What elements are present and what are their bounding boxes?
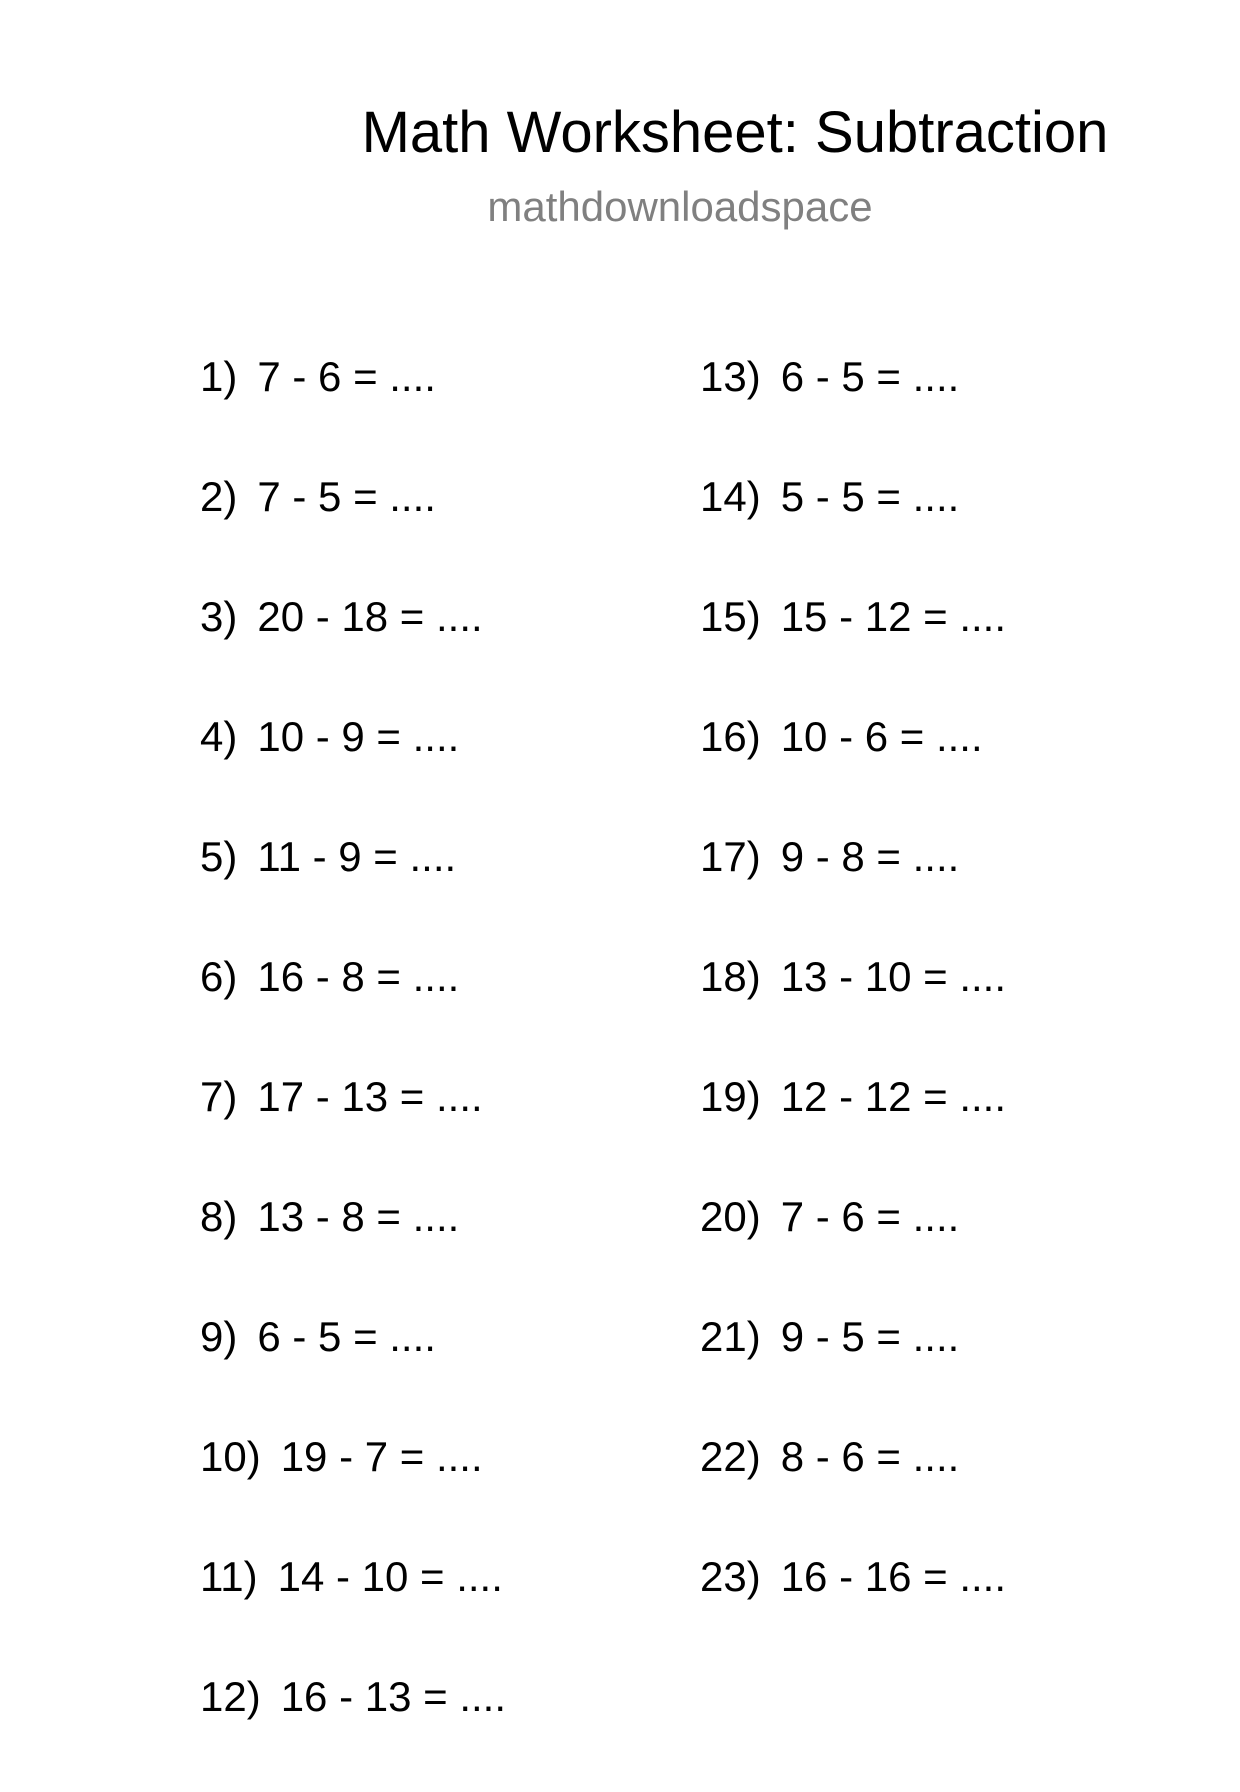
problem-item — [700, 1552, 1006, 1672]
problem-number: 4) — [200, 713, 238, 760]
problem-expression: 6 - 5 = .... — [257, 1313, 436, 1360]
problem-expression: 7 - 6 = .... — [257, 353, 436, 400]
problem-item — [200, 592, 506, 712]
problem-expression: 5 - 5 = .... — [780, 473, 960, 520]
problems-left-column — [200, 352, 506, 1792]
problem-number: 13) — [700, 353, 761, 400]
problem-item — [200, 1312, 506, 1432]
problem-expression: 16 - 13 = .... — [280, 1673, 507, 1720]
problem-number: 8) — [200, 1193, 238, 1240]
problem-expression: 9 - 8 = .... — [780, 833, 960, 880]
problem-expression: 8 - 6 = .... — [780, 1433, 960, 1480]
problem-expression: 16 - 8 = .... — [257, 953, 460, 1000]
problem-number: 21) — [700, 1313, 761, 1360]
problem-expression: 9 - 5 = .... — [780, 1313, 960, 1360]
problem-number: 7) — [200, 1073, 238, 1120]
problem-item — [200, 1192, 506, 1312]
problem-number: 2) — [200, 473, 238, 520]
problem-number: 1) — [200, 353, 238, 400]
problem-item — [700, 1192, 1006, 1312]
problem-expression: 10 - 6 = .... — [780, 713, 983, 760]
problem-item — [700, 1072, 1006, 1192]
problem-number: 17) — [700, 833, 761, 880]
problem-expression: 6 - 5 = .... — [780, 353, 960, 400]
problem-number: 18) — [700, 953, 761, 1000]
problem-number: 15) — [700, 593, 761, 640]
problem-item — [700, 472, 1006, 592]
problem-expression: 10 - 9 = .... — [257, 713, 460, 760]
problem-item — [200, 1672, 506, 1792]
problem-item — [700, 952, 1006, 1072]
worksheet-source: mathdownloadspace — [487, 183, 873, 230]
problem-item — [700, 352, 1006, 472]
problem-item — [200, 832, 506, 952]
problem-item — [700, 832, 1006, 952]
problem-item — [700, 1432, 1006, 1552]
problem-number: 11) — [200, 1553, 258, 1600]
problem-expression: 14 - 10 = .... — [277, 1553, 503, 1600]
problem-number: 12) — [200, 1673, 261, 1720]
problem-number: 20) — [700, 1193, 761, 1240]
problem-number: 22) — [700, 1433, 761, 1480]
problem-item — [700, 1312, 1006, 1432]
problem-expression: 7 - 6 = .... — [780, 1193, 960, 1240]
problem-expression: 16 - 16 = .... — [780, 1553, 1007, 1600]
problem-expression: 13 - 8 = .... — [257, 1193, 460, 1240]
problem-number: 5) — [200, 833, 238, 880]
problem-number: 16) — [700, 713, 761, 760]
problem-expression: 17 - 13 = .... — [257, 1073, 483, 1120]
problem-item — [200, 1552, 506, 1672]
problem-item — [200, 712, 506, 832]
problem-expression: 11 - 9 = .... — [257, 833, 457, 880]
problem-expression: 15 - 12 = .... — [780, 593, 1007, 640]
problem-number: 23) — [700, 1553, 761, 1600]
problems-right-column — [700, 352, 1006, 1672]
worksheet-title: Math Worksheet: Subtraction — [361, 100, 1109, 165]
problem-number: 6) — [200, 953, 238, 1000]
problem-expression: 19 - 7 = .... — [280, 1433, 483, 1480]
problem-number: 9) — [200, 1313, 238, 1360]
problem-number: 3) — [200, 593, 238, 640]
problem-number: 19) — [700, 1073, 761, 1120]
problem-item — [200, 472, 506, 592]
problem-expression: 12 - 12 = .... — [780, 1073, 1007, 1120]
problem-item — [200, 1072, 506, 1192]
problem-number: 10) — [200, 1433, 261, 1480]
problem-number: 14) — [700, 473, 761, 520]
problem-expression: 20 - 18 = .... — [257, 593, 483, 640]
problem-item — [200, 1432, 506, 1552]
problem-item — [700, 712, 1006, 832]
problem-expression: 13 - 10 = .... — [780, 953, 1007, 1000]
problem-item — [200, 352, 506, 472]
problem-item — [200, 952, 506, 1072]
problem-expression: 7 - 5 = .... — [257, 473, 436, 520]
problem-item — [700, 592, 1006, 712]
